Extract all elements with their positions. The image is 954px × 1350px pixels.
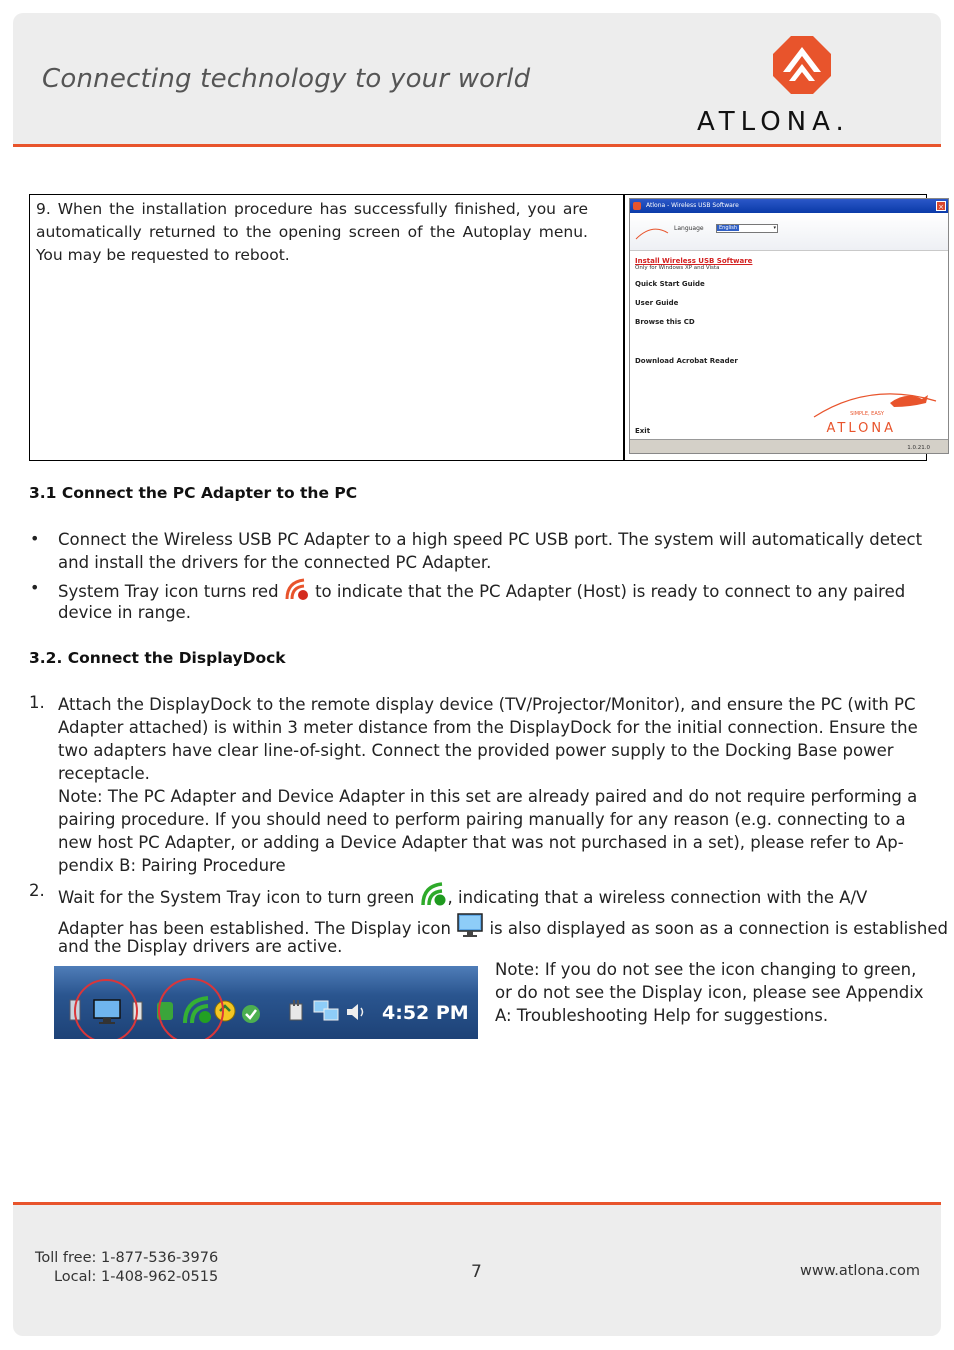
section31-bullet2-line1 [58,577,905,603]
item1-line: receptacle. [58,764,150,783]
page-number: 7 [471,1262,482,1282]
close-icon: × [936,201,946,211]
green-tray-icon [420,881,448,907]
language-label: Language [674,225,704,232]
section31-bullet1-line1: Connect the Wireless USB PC Adapter to a high speed PC USB port. The system will automatically detect [58,530,923,549]
toll-free-number: Toll free: 1-877-536-3976 [35,1250,219,1266]
bullet-dot: • [30,529,40,548]
section32-heading: 3.2. Connect the DisplayDock [29,649,286,667]
check-icon [240,1002,262,1026]
note-line: or do not see the Display icon, please see Appendix [495,983,924,1002]
item1-line: Note: The PC Adapter and Device Adapter in this set are already paired and do not require performing a [58,787,918,806]
contact-phones [35,1249,218,1287]
item1-line: new host PC Adapter, or adding a Device Adapter that was not purchased in a set), please refer to Ap- [58,833,904,852]
item2-line1 [58,881,867,909]
section31-bullet2-line2: device in range. [58,603,191,622]
bullet-dot: • [30,578,40,597]
table-divider [623,195,625,460]
item2-text-c: Adapter has been established. The Display icon [58,919,451,938]
section31-heading: 3.1 Connect the PC Adapter to the PC [29,484,358,502]
system-tray-screenshot [54,966,478,1039]
menu-install-note: Only for Windows XP and Vista [635,265,720,271]
screenshot-titlebar [630,199,948,213]
website-url: www.atlona.com [800,1263,920,1279]
network-computers-icon [312,998,342,1026]
step9-table [29,194,944,461]
item2-text-b: , indicating that a wireless connection with the A/V [447,888,868,907]
header-tagline: Connecting technology to your world [42,64,531,94]
item2-text-d: is also displayed as soon as a connection is established [489,919,948,938]
item1-number: 1. [29,693,45,712]
atlona-logo-icon [771,34,833,96]
power-icon [286,998,308,1024]
banner-graphic-icon [634,219,670,245]
app-icon [633,202,641,210]
menu-install: Install Wireless USB Software [635,257,753,265]
highlight-circle [158,978,224,1039]
menu-quick-start: Quick Start Guide [635,280,705,288]
step9-text: 9. When the installation procedure has successfully finished, you are automatically returned to the opening screen of the Autoplay menu. You may be requested to reboot. [36,200,588,264]
volume-icon [344,1000,368,1024]
display-icon [456,912,484,938]
item2-text-a: Wait for the System Tray icon to turn green [58,888,415,907]
item2-number: 2. [29,881,45,900]
screenshot-window-title: Atlona - Wireless USB Software [646,202,739,209]
atlona-wordmark: ATLONA. [697,107,850,137]
menu-exit: Exit [635,427,651,435]
bullet2-text-a: System Tray icon turns red [58,582,279,601]
menu-user-guide: User Guide [635,299,679,307]
item1-line: pairing procedure. If you should need to perform pairing manually for any reason (e.g. connecting to a [58,810,906,829]
header-divider [13,144,941,147]
menu-browse-cd: Browse this CD [635,318,695,326]
screenshot-banner [630,213,948,251]
item1-line: two adapters have clear line-of-sight. Connect the provided power supply to the Docking Base power [58,741,894,760]
item2-line3: and the Display drivers are active. [58,937,343,956]
item1-line: Adapter attached) is within 3 meter distance from the DisplayDock for the initial connection. Ensure the [58,718,918,737]
screenshot-tagline: SIMPLE, EASY [850,411,884,417]
item1-line: Attach the DisplayDock to the remote display device (TV/Projector/Monitor), and ensure the PC (with PC [58,695,916,714]
tray-clock: 4:52 PM [382,1002,469,1024]
note-line: Note: If you do not see the icon changing to green, [495,960,917,979]
red-tray-icon [284,577,310,601]
section31-bullet1-line2: and install the drivers for the connected PC Adapter. [58,553,492,572]
highlight-circle [74,979,138,1039]
note-line: A: Troubleshooting Help for suggestions. [495,1006,829,1025]
item1-line: pendix B: Pairing Procedure [58,856,286,875]
bullet2-text-b: to indicate that the PC Adapter (Host) is ready to connect to any paired [315,582,906,601]
language-select: English ▾ [716,224,778,233]
screenshot-version: 1.0.21.0 [907,445,930,451]
screenshot-statusbar [630,439,948,453]
local-number: Local: 1-408-962-0515 [53,1269,219,1285]
screenshot-brand: ATLONA [826,421,896,436]
menu-acrobat: Download Acrobat Reader [635,357,738,365]
autoplay-screenshot [629,198,949,454]
